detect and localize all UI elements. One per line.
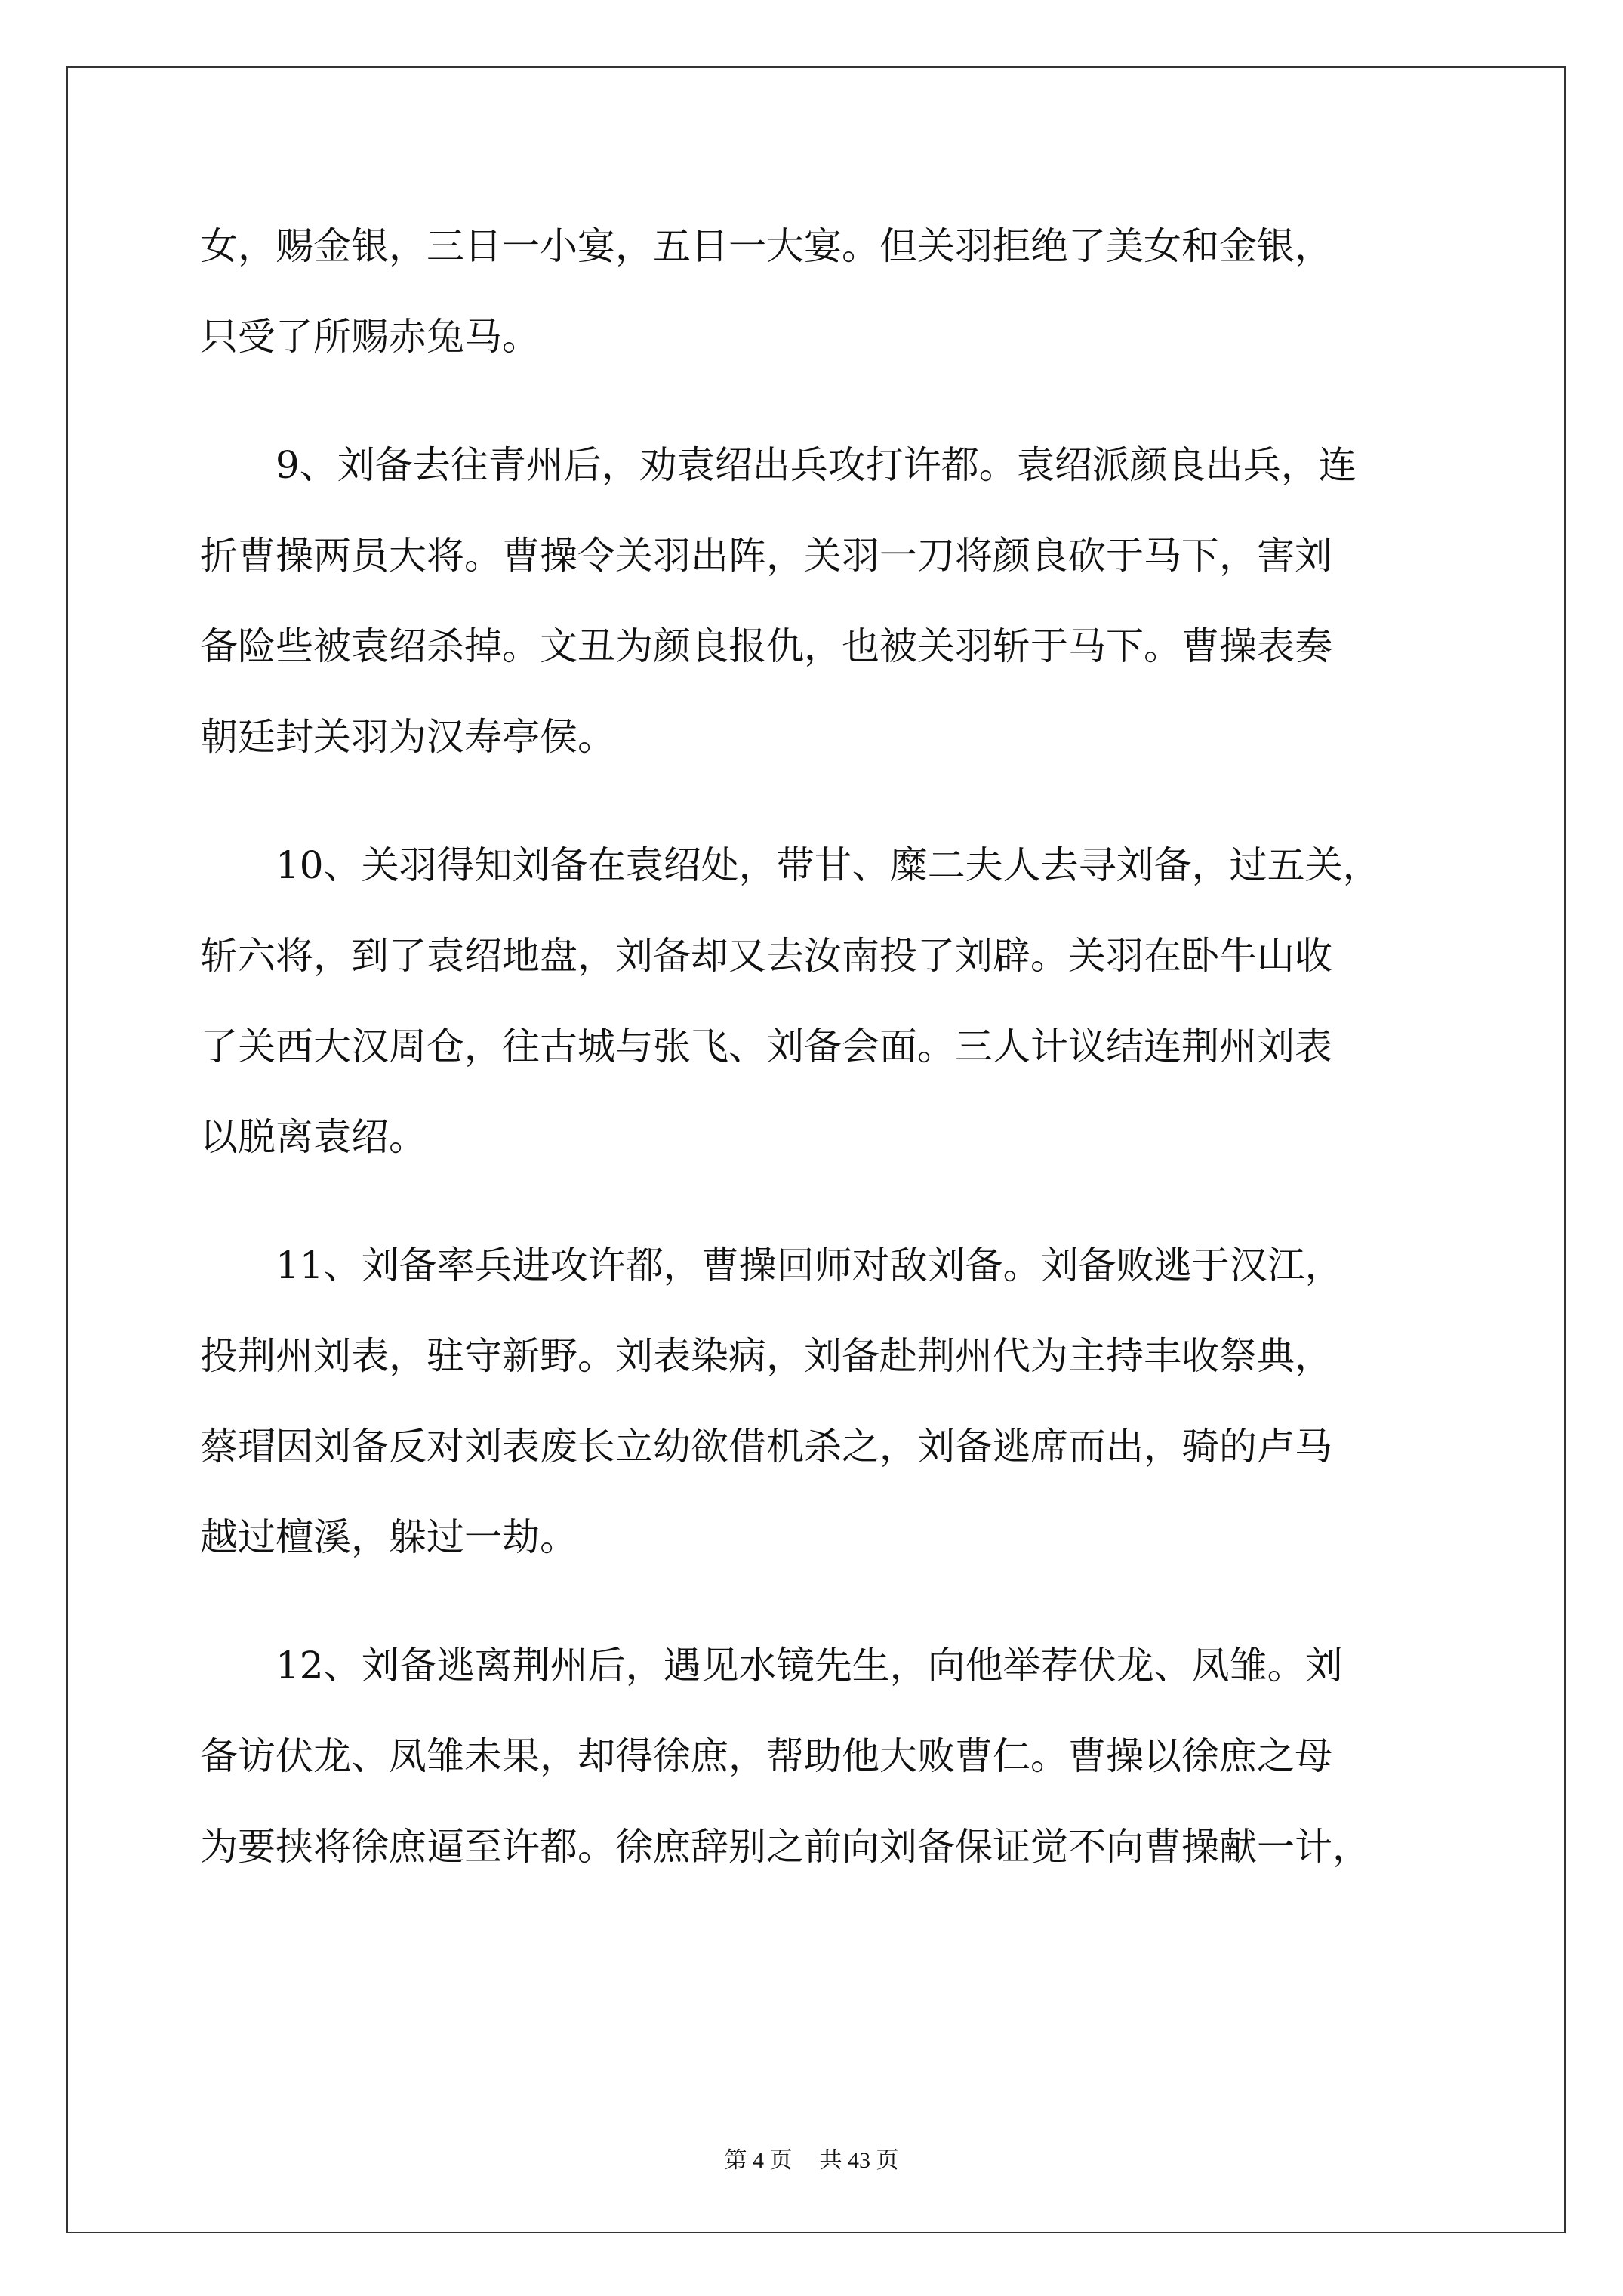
text-line: 折曹操两员大将。曹操令关羽出阵，关羽一刀将颜良砍于马下，害刘 <box>200 534 1332 578</box>
page-footer <box>0 2141 1623 2174</box>
page-total: 共 43 页 <box>819 2148 899 2173</box>
text-line: 为要挟将徐庶逼至许都。徐庶辞别之前向刘备保证觉不向曹操献一计， <box>200 1825 1370 1869</box>
text-line: 10、关羽得知刘备在袁绍处，带甘、糜二夫人去寻刘备，过五关， <box>276 843 1381 887</box>
text-line: 11、刘备率兵进攻许都，曹操回师对敌刘备。刘备败逃于汉江， <box>276 1244 1343 1287</box>
text-line: 只受了所赐赤兔马。 <box>200 315 540 359</box>
page-number: 第 4 页 <box>724 2148 793 2173</box>
text-line: 越过檀溪，躲过一劫。 <box>200 1515 577 1559</box>
text-line: 12、刘备逃离荆州后，遇见水镜先生，向他举荐伏龙、凤雏。刘 <box>276 1644 1343 1687</box>
text-line: 朝廷封关羽为汉寿亭侯。 <box>200 715 615 759</box>
text-line: 女，赐金银，三日一小宴，五日一大宴。但关羽拒绝了美女和金银， <box>200 224 1332 268</box>
text-line: 9、刘备去往青州后，劝袁绍出兵攻打许都。袁绍派颜良出兵，连 <box>276 443 1357 487</box>
text-line: 以脱离袁绍。 <box>200 1115 427 1159</box>
text-line: 蔡瑁因刘备反对刘表废长立幼欲借机杀之，刘备逃席而出，骑的卢马 <box>200 1425 1332 1469</box>
text-line: 备访伏龙、凤雏未果，却得徐庶，帮助他大败曹仁。曹操以徐庶之母 <box>200 1734 1332 1778</box>
text-line: 投荆州刘表，驻守新野。刘表染病，刘备赴荆州代为主持丰收祭典， <box>200 1334 1332 1378</box>
text-line: 斩六将，到了袁绍地盘，刘备却又去汝南投了刘辟。关羽在卧牛山收 <box>200 934 1332 978</box>
text-line: 备险些被袁绍杀掉。文丑为颜良报仇，也被关羽斩于马下。曹操表奏 <box>200 624 1332 668</box>
text-line: 了关西大汉周仓，往古城与张飞、刘备会面。三人计议结连荆州刘表 <box>200 1025 1332 1068</box>
